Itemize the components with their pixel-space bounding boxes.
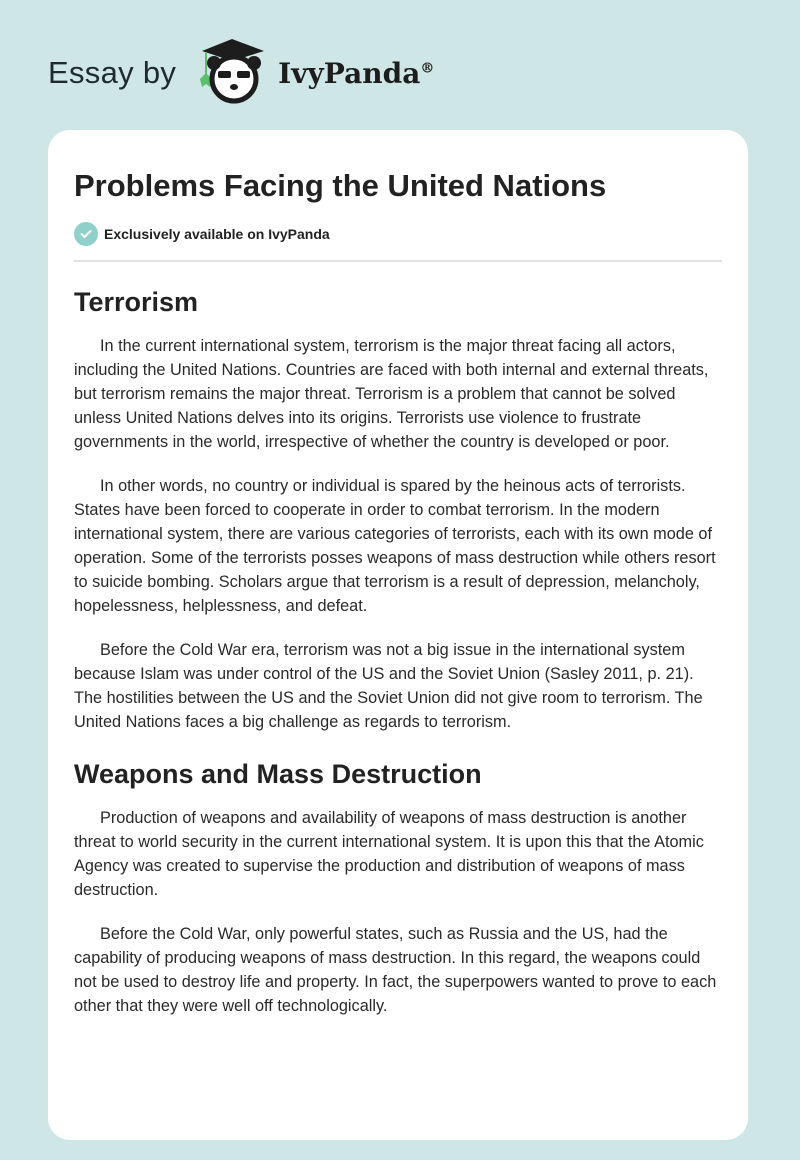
page-title: Problems Facing the United Nations <box>74 168 607 203</box>
section-terrorism <box>74 286 722 734</box>
panda-logo-icon[interactable] <box>194 37 270 110</box>
brand-text: IvyPanda <box>278 56 421 90</box>
paragraph: Before the Cold War era, terrorism was not a big issue in the international system because Islam was under control of the US and the Soviet Union (Sasley 2011, p. 21). The hostilities between the US and the Soviet Union did not give room to terrorism. The United Nations faces a big challenge as regards to terrorism. <box>74 641 703 731</box>
brand-name[interactable] <box>278 57 434 90</box>
paragraph: Before the Cold War, only powerful states, such as Russia and the US, had the capability of producing weapons of mass destruction. In this regard, the weapons could not be used to destroy life and property. In fact, the superpowers wanted to prove to each other that they were well off technologically. <box>74 925 717 1015</box>
essay-by-label: Essay by <box>48 55 177 90</box>
paragraph: Production of weapons and availability of weapons of mass destruction is another threat to world security in the current international system. It is upon this that the Atomic Agency was created to supervise the production and distribution of weapons of mass destruction. <box>74 809 704 899</box>
badge-text: Exclusively available on IvyPanda <box>104 226 330 242</box>
divider <box>74 260 722 262</box>
exclusive-badge <box>74 222 722 246</box>
section-heading: Terrorism <box>74 287 199 317</box>
paragraph: In the current international system, terrorism is the major threat facing all actors, including the United Nations. Countries are faced with both internal and external threats, but terrorism remains the major threat. Terrorism is a problem that cannot be solved unless United Nations delves into its origins. Terrorists use violence to frustrate governments in the world, irrespective of whether the country is developed or poor. <box>74 337 709 451</box>
paragraph: In other words, no country or individual is spared by the heinous acts of terrorists. States have been forced to cooperate in order to combat terrorism. In the modern international system, there are various categories of terrorists, each with its own mode of operation. Some of the terrorists posses weapons of mass destruction while others resort to suicide bombing. Scholars argue that terrorism is a result of depression, melancholy, hopelessness, helplessness, and defeat. <box>74 477 716 615</box>
check-icon <box>74 222 98 246</box>
essay-card <box>48 130 748 1140</box>
section-weapons <box>74 758 722 1018</box>
section-heading: Weapons and Mass Destruction <box>74 759 482 789</box>
registered-mark: ® <box>420 60 435 77</box>
site-header <box>48 38 434 108</box>
